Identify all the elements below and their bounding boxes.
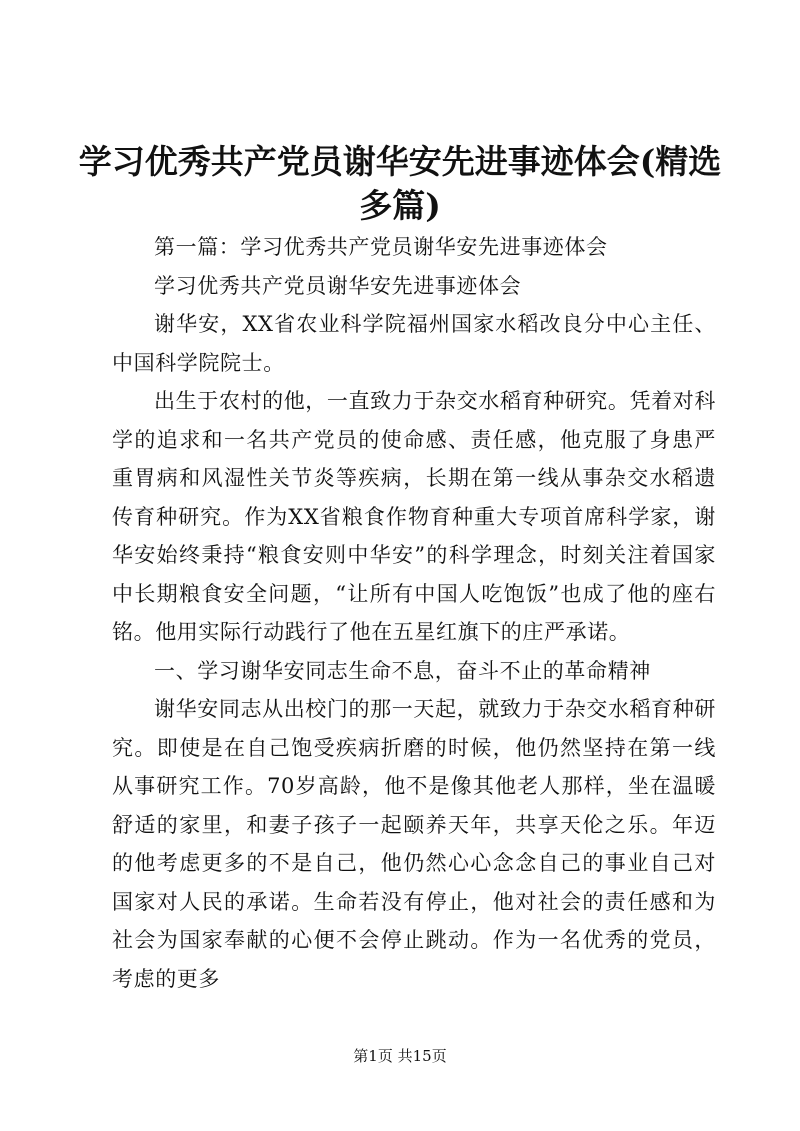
paragraph-background: 出生于农村的他，一直致力于杂交水稻育种研究。凭着对科学的追求和一名共产党员的使命感、责任感，他克服了身患严重胃病和风湿性关节炎等疾病，长期在第一线从事杂交水稻遗传育种研究。作为XX省粮食作物育种重大专项首席科学家，谢华安始终秉持“粮食安则中华安”的科学理念，时刻关注着国家中长期粮食安全问题，“让所有中国人吃饱饭”也成了他的座右铭。他用实际行动践行了他在五星红旗下的庄严承诺。 <box>112 389 716 644</box>
paragraph-section-body: 谢华安同志从出校门的那一天起，就致力于杂交水稻育种研究。即使是在自己饱受疾病折磨的时候，他仍然坚持在第一线从事研究工作。70岁高龄，他不是像其他老人那样，坐在温暖舒适的家里，和妻子孩子一起颐养天年，共享天伦之乐。年迈的他考虑更多的不是自己，他仍然心心念念自己的事业自己对国家对人民的承诺。生命若没有停止，他对社会的责任感和为社会为国家奉献的心便不会停止跳动。作为一名优秀的党员，考虑的更多 <box>112 697 716 991</box>
document-title-line-1: 学习优秀共产党员谢华安先进事迹体会(精选 <box>78 142 722 181</box>
paragraph-section-heading: 一、学习谢华安同志生命不息，奋斗不止的革命精神 <box>154 658 651 683</box>
document-body <box>112 228 716 998</box>
document-title-line-2: 多篇) <box>359 186 441 225</box>
paragraph-subtitle: 第一篇：学习优秀共产党员谢华安先进事迹体会 <box>154 235 608 259</box>
page-number-footer: 第1页 共15页 <box>353 1047 447 1065</box>
paragraph-intro: 谢华安，XX省农业科学院福州国家水稻改良分中心主任、中国科学院院士。 <box>112 312 716 375</box>
paragraph-heading: 学习优秀共产党员谢华安先进事迹体会 <box>154 273 522 298</box>
